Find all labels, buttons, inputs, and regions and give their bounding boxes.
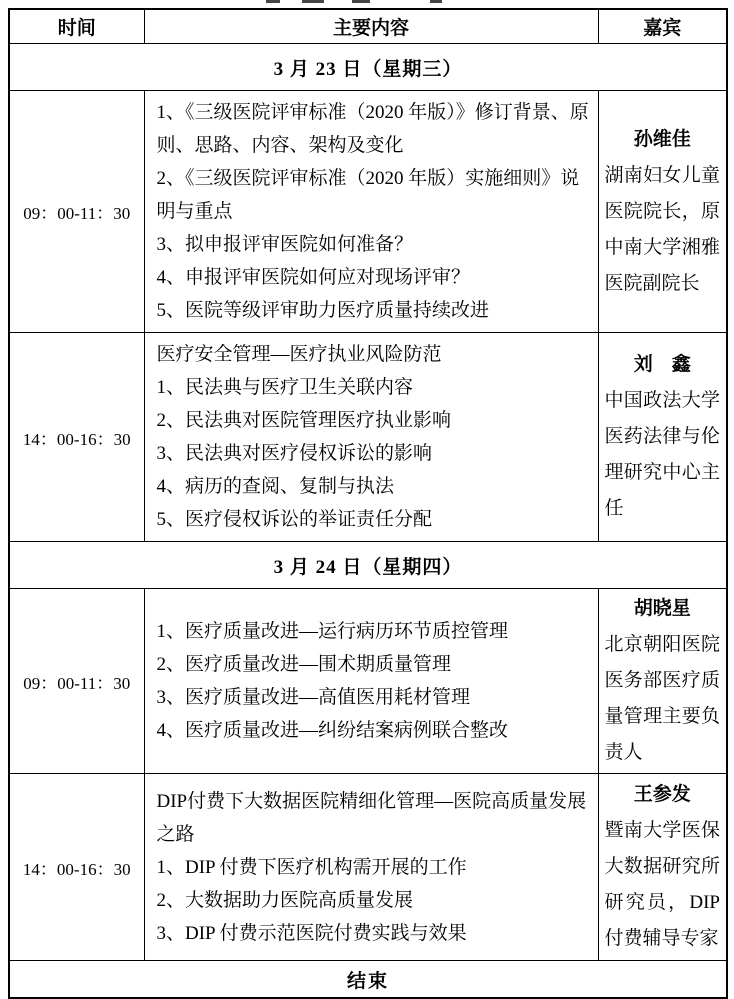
- topic-line: 1、《三级医院评审标准（2020 年版）》修订背景、原则、思路、内容、架构及变化: [156, 102, 589, 156]
- date-label-day1: 3 月 23 日（星期三）: [9, 44, 727, 91]
- cropped-text-artifact: [302, 0, 324, 3]
- guest-name: 胡晓星: [633, 598, 691, 619]
- content-cell: [144, 91, 598, 333]
- topic-line: 5、医疗侵权诉讼的举证责任分配: [156, 509, 433, 530]
- agenda-table: [8, 8, 728, 999]
- topic-line: DIP付费下大数据医院精细化管理—医院高质量发展之路: [156, 790, 587, 845]
- header-time: 时间: [9, 9, 144, 44]
- guest-name: 王参发: [633, 784, 691, 805]
- guest-cell: [598, 774, 727, 961]
- guest-cell: [598, 333, 727, 542]
- topic-line: 2、医疗质量改进—围术期质量管理: [156, 654, 452, 675]
- topic-line: 1、民法典与医疗卫生关联内容: [156, 377, 414, 398]
- topic-line: 3、医疗质量改进—高值医用耗材管理: [156, 687, 471, 708]
- table-header-row: [9, 9, 727, 44]
- time-cell: 09：00-11：30: [9, 589, 144, 774]
- topic-line: 2、大数据助力医院高质量发展: [156, 889, 414, 911]
- topic-line: 3、民法典对医疗侵权诉讼的影响: [156, 443, 433, 464]
- content-cell: [144, 774, 598, 961]
- topic-line: 1、DIP 付费下医疗机构需开展的工作: [156, 856, 467, 878]
- guest-name: 孙维佳: [633, 128, 691, 150]
- topic-line: 医疗安全管理—医疗执业风险防范: [156, 344, 442, 365]
- time-cell: 14：00-16：30: [9, 333, 144, 542]
- date-label-day2: 3 月 24 日（星期四）: [9, 542, 727, 589]
- header-guest: 嘉宾: [598, 9, 727, 44]
- guest-description: 暨南大学医保大数据研究所研究员，DIP付费辅导专家: [604, 820, 720, 949]
- topic-line: 3、DIP 付费示范医院付费实践与效果: [156, 922, 467, 944]
- guest-cell: [598, 91, 727, 333]
- session-row: [9, 589, 727, 774]
- topic-line: 3、拟申报评审医院如何准备？: [156, 234, 414, 255]
- topic-line: 4、医疗质量改进—纠纷结案病例联合整改: [156, 720, 509, 741]
- header-content: 主要内容: [144, 9, 598, 44]
- session-row: [9, 774, 727, 961]
- date-row-day1: [9, 44, 727, 91]
- guest-description: 北京朝阳医院医务部医疗质量管理主要负责人: [604, 634, 720, 763]
- date-row-day2: [9, 542, 727, 589]
- content-cell: [144, 589, 598, 774]
- footer-row: [9, 961, 727, 999]
- topic-line: 2、民法典对医院管理医疗执业影响: [156, 410, 452, 431]
- guest-description: 中国政法大学医药法律与伦理研究中心主任: [604, 390, 720, 519]
- session-row: [9, 333, 727, 542]
- topic-line: 4、病历的查阅、复制与执法: [156, 476, 395, 497]
- cropped-text-artifact: [430, 0, 442, 3]
- cropped-text-artifact: [352, 0, 370, 3]
- topic-line: 2、《三级医院评审标准（2020 年版）实施细则》说明与重点: [156, 168, 580, 222]
- guest-description: 湖南妇女儿童医院院长，原中南大学湘雅医院副院长: [604, 164, 720, 294]
- session-row: [9, 91, 727, 333]
- content-cell: [144, 333, 598, 542]
- time-cell: 09：00-11：30: [9, 91, 144, 333]
- topic-line: 5、医院等级评审助力医疗质量持续改进: [156, 300, 490, 321]
- cropped-text-artifact: [266, 0, 280, 3]
- time-cell: 14：00-16：30: [9, 774, 144, 961]
- guest-name: 刘 鑫: [633, 354, 691, 375]
- topic-line: 4、申报评审医院如何应对现场评审？: [156, 267, 471, 288]
- guest-cell: [598, 589, 727, 774]
- footer-label: 结束: [9, 961, 727, 999]
- topic-line: 1、医疗质量改进—运行病历环节质控管理: [156, 621, 509, 642]
